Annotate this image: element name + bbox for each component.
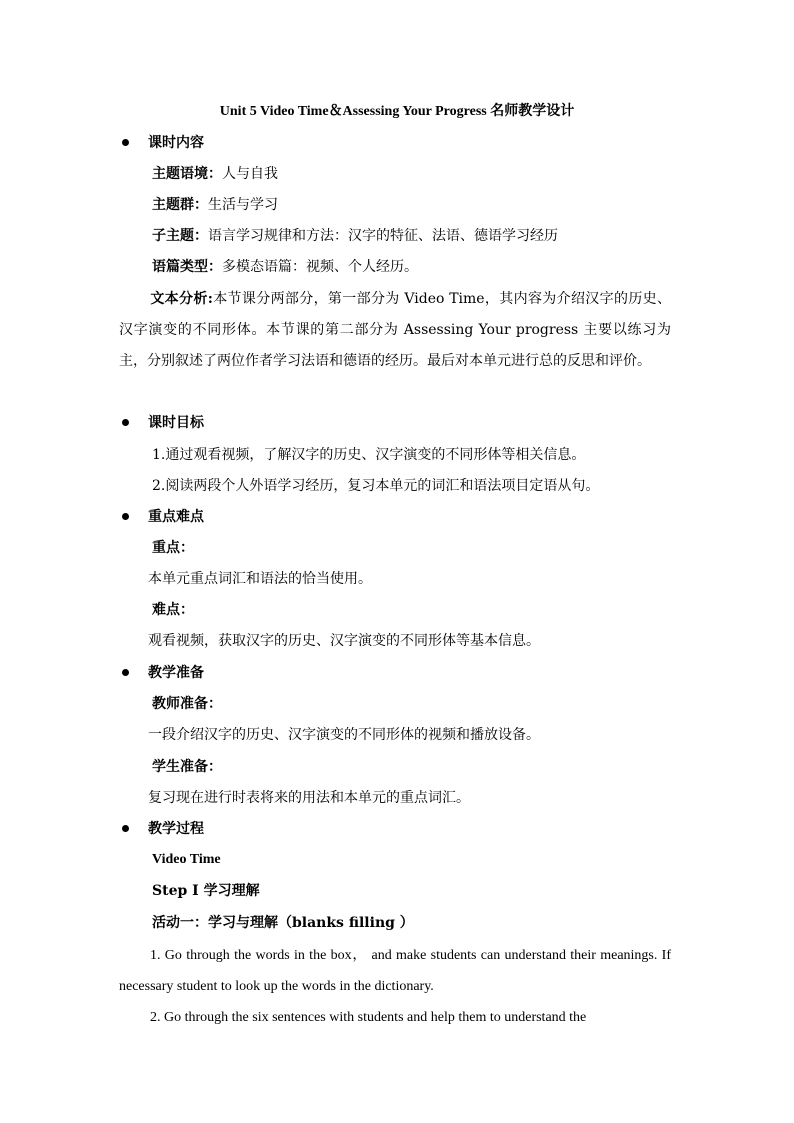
student-prep-text: 复习现在进行时表将来的用法和本单元的重点词汇。 [148, 790, 470, 806]
section-heading: 重点难点 [148, 509, 204, 525]
analysis-label: 文本分析: [150, 291, 213, 307]
student-prep-label: 学生准备： [152, 759, 222, 775]
process-text: 1. Go through the words in the box， and make students can understand their meanings. If necessary student to look up the words in the dictionary. [119, 948, 671, 994]
key-label: 重点： [152, 540, 194, 556]
analysis-text: 本节课分两部分，第一部分为 Video Time，其内容为介绍汉字的历史、汉字演变的不同形体。本节课的第二部分为 Assessing Your progress 主要以练习为主，分别叙述了两位作者学习法语和德语的经历。最后对本单元进行总的反思和评价。 [119, 291, 672, 369]
theme-value: 人与自我 [222, 166, 278, 182]
activity-heading: 活动一：学习与理解（blanks filling ） [152, 915, 414, 931]
type-value: 多模态语篇：视频、个人经历。 [222, 259, 418, 275]
analysis-paragraph [119, 284, 671, 377]
process-paragraph [119, 1002, 671, 1033]
objective-item: 1.通过观看视频，了解汉字的历史、汉字演变的不同形体等相关信息。 [152, 447, 586, 463]
teacher-prep-label: 教师准备： [152, 696, 222, 712]
step-heading: Step Ⅰ 学习理解 [152, 883, 260, 899]
section-heading: 课时目标 [148, 415, 204, 431]
section-heading: 教学准备 [148, 665, 204, 681]
bullet-icon [122, 139, 129, 146]
subtheme-line [152, 226, 558, 246]
process-text: 2. Go through the six sentences with students and help them to understand the [150, 1010, 587, 1025]
type-label: 语篇类型： [152, 259, 222, 275]
process-paragraph [119, 940, 671, 1002]
key-text: 本单元重点词汇和语法的恰当使用。 [148, 571, 372, 587]
difficulty-text: 观看视频，获取汉字的历史、汉字演变的不同形体等基本信息。 [148, 633, 540, 649]
section-heading: 课时内容 [148, 135, 204, 151]
theme-line [152, 164, 278, 184]
video-time-heading: Video Time [152, 852, 221, 867]
bullet-icon [122, 513, 129, 520]
theme-label: 主题语境： [152, 166, 222, 182]
bullet-icon [122, 419, 129, 426]
objective-item: 2.阅读两段个人外语学习经历，复习本单元的词汇和语法项目定语从句。 [152, 478, 600, 494]
bullet-icon [122, 669, 129, 676]
teacher-prep-text: 一段介绍汉字的历史、汉字演变的不同形体的视频和播放设备。 [148, 727, 540, 743]
bullet-icon [122, 825, 129, 832]
subtheme-label: 子主题： [152, 228, 208, 244]
group-value: 生活与学习 [208, 197, 278, 213]
group-label: 主题群： [152, 197, 208, 213]
page-title: Unit 5 Video Time＆Assessing Your Progress 名师教学设计 [219, 104, 575, 119]
type-line [152, 257, 418, 277]
subtheme-value: 语言学习规律和方法：汉字的特征、法语、德语学习经历 [208, 228, 558, 244]
difficulty-label: 难点： [152, 602, 194, 618]
section-heading: 教学过程 [148, 821, 204, 837]
group-line [152, 195, 278, 215]
